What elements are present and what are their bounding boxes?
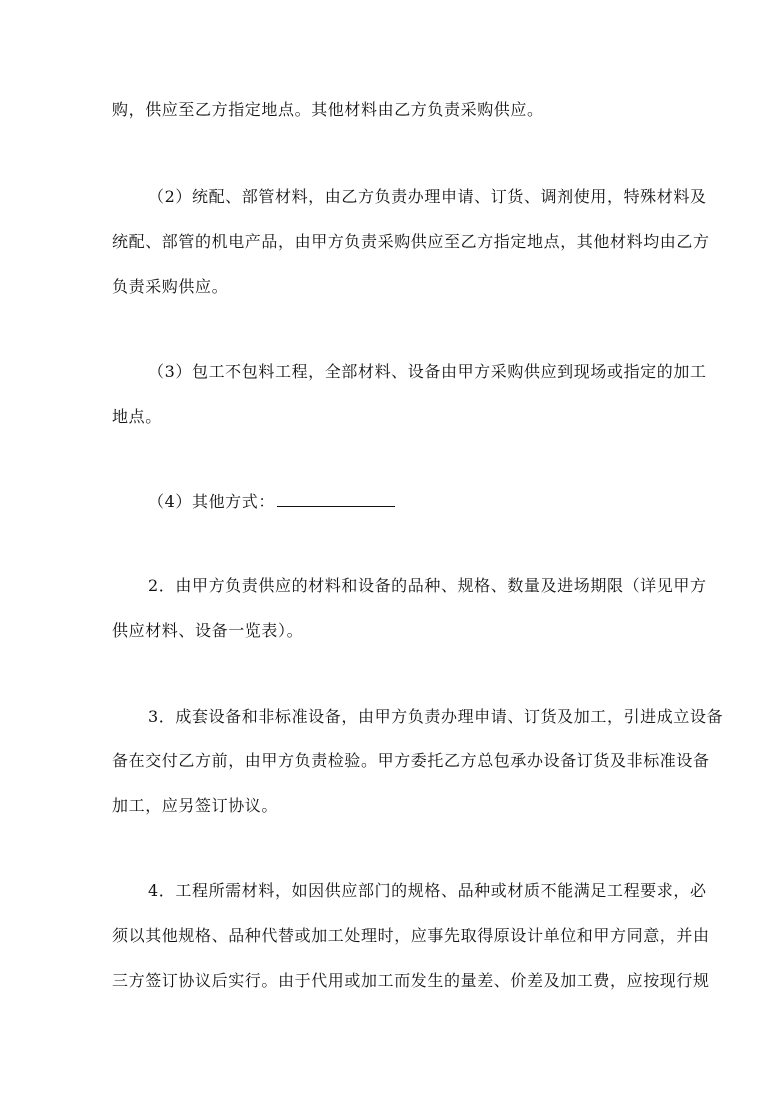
other-method-label: （4）其他方式： <box>148 492 275 511</box>
paragraph-line-other-method <box>148 491 408 512</box>
paragraph-line: 3．成套设备和非标准设备，由甲方负责办理申请、订货及加工，引进成立设备 <box>148 707 724 726</box>
paragraph-line: 供应材料、设备一览表）。 <box>112 621 304 640</box>
paragraph-line: 购，供应至乙方指定地点。其他材料由乙方负责采购供应。 <box>112 100 544 119</box>
paragraph-line: 负责采购供应。 <box>112 277 229 296</box>
paragraph-line: 地点。 <box>112 407 162 426</box>
paragraph-line: 三方签订协议后实行。由于代用或加工而发生的量差、价差及加工费，应按现行规 <box>112 971 710 990</box>
paragraph-line: 加工，应另签订协议。 <box>112 796 279 815</box>
paragraph-line: 统配、部管的机电产品，由甲方负责采购供应至乙方指定地点，其他材料均由乙方 <box>112 232 710 251</box>
paragraph-line: 2．由甲方负责供应的材料和设备的品种、规格、数量及进场期限（详见甲方 <box>148 576 707 595</box>
paragraph-line: 须以其他规格、品种代替或加工处理时，应事先取得原设计单位和甲方同意，并由 <box>112 926 710 945</box>
paragraph-line: 备在交付乙方前，由甲方负责检验。甲方委托乙方总包承办设备订货及非标准设备 <box>112 751 710 770</box>
paragraph-line: 4．工程所需材料，如因供应部门的规格、品种或材质不能满足工程要求，必 <box>148 881 707 900</box>
fill-in-blank-line[interactable] <box>277 491 395 507</box>
paragraph-line: （2）统配、部管材料，由乙方负责办理申请、订货、调剂使用，特殊材料及 <box>148 187 707 206</box>
paragraph-line: （3）包工不包料工程，全部材料、设备由甲方采购供应到现场或指定的加工 <box>148 362 707 381</box>
